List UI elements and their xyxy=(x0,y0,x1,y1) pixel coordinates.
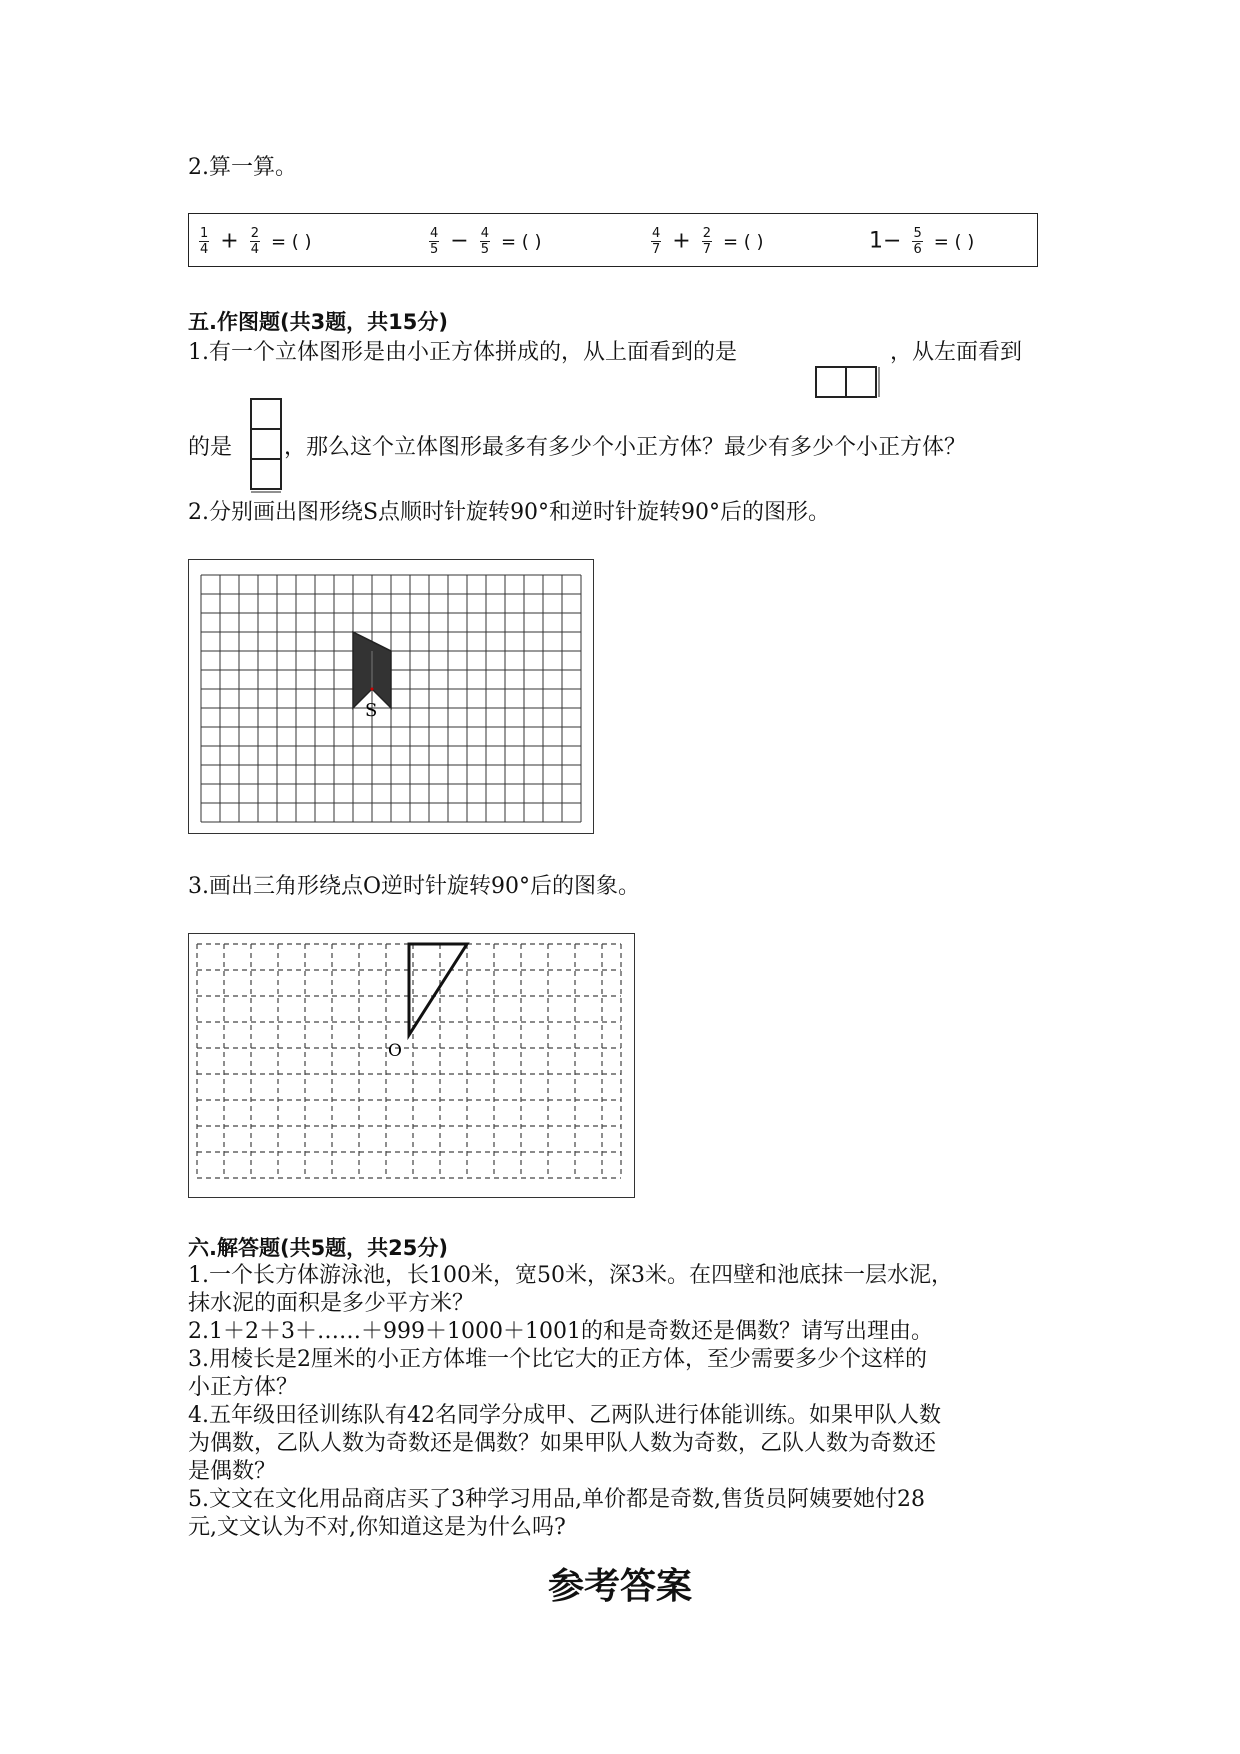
equals-blank[interactable]: = ( ) xyxy=(271,231,312,253)
calc-item-1 xyxy=(195,226,312,257)
rotation-grid xyxy=(189,560,592,832)
point-s-marker xyxy=(371,688,374,691)
triangle-grid xyxy=(189,934,633,1196)
s6-line: 1.一个长方体游泳池，长100米，宽50米，深3米。在四壁和池底抹一层水泥， xyxy=(188,1263,953,1288)
fraction: $\frac{1}{4}$ xyxy=(200,226,209,257)
fraction: $\frac{2}{7}$ xyxy=(702,226,711,257)
s6-line: 为偶数，乙队人数为奇数还是偶数？如果甲队人数为奇数，乙队人数为奇数还 xyxy=(188,1431,937,1456)
s6-line: 2.1＋2＋3＋……＋999＋1000＋1001的和是奇数还是偶数？请写出理由。 xyxy=(188,1319,933,1344)
left-view-figure xyxy=(250,398,286,494)
operator: − xyxy=(450,228,469,254)
operator: + xyxy=(220,228,239,254)
fraction: $\frac{2}{4}$ xyxy=(250,226,259,257)
calc-item-2 xyxy=(425,226,542,257)
s5-q3: 3.画出三角形绕点O逆时针旋转90°后的图象。 xyxy=(188,874,641,899)
triangle-grid-frame xyxy=(188,933,635,1198)
s6-line: 5.文文在文化用品商店买了3种学习用品,单价都是奇数,售货员阿姨要她付28 xyxy=(188,1487,925,1512)
s5-q1-line2b: ，那么这个立体图形最多有多少个小正方体？最少有多少个小正方体？ xyxy=(284,435,967,460)
section5-title: 五.作图题(共3题，共15分) xyxy=(188,310,449,334)
fraction: $\frac{4}{7}$ xyxy=(652,226,661,257)
equals-blank[interactable]: = ( ) xyxy=(933,231,975,253)
s6-line: 元,文文认为不对,你知道这是为什么吗? xyxy=(188,1515,566,1540)
section6-title: 六.解答题(共5题，共25分) xyxy=(188,1236,449,1260)
s5-q2: 2.分别画出图形绕S点顺时针旋转90°和逆时针旋转90°后的图形。 xyxy=(188,500,831,525)
equals-blank[interactable]: = ( ) xyxy=(723,231,764,253)
s6-line: 是偶数？ xyxy=(188,1459,277,1484)
calc-item-4 xyxy=(869,226,974,257)
calc-heading: 2.算一算。 xyxy=(188,155,297,180)
top-view-figure xyxy=(815,366,881,398)
s5-q1-mid: ，从左面看到 xyxy=(890,340,1023,365)
s5-q1-line1: 1.有一个立体图形是由小正方体拼成的，从上面看到的是 xyxy=(188,340,737,365)
rotation-grid-frame xyxy=(188,559,594,834)
s5-q1-line2a: 的是 xyxy=(188,435,233,460)
s6-line: 小正方体？ xyxy=(188,1375,299,1400)
equals-blank[interactable]: = ( ) xyxy=(501,231,542,253)
operand: 1− xyxy=(869,228,902,254)
fraction: $\frac{4}{5}$ xyxy=(480,226,489,257)
point-s-label: S xyxy=(365,700,378,721)
s6-line: 4.五年级田径训练队有42名同学分成甲、乙两队进行体能训练。如果甲队人数 xyxy=(188,1403,941,1428)
calc-item-3 xyxy=(647,226,764,257)
fraction: $\frac{5}{6}$ xyxy=(913,226,922,257)
point-o-label: O xyxy=(388,1041,402,1061)
triangle-shape xyxy=(409,944,467,1035)
s6-line: 抹水泥的面积是多少平方米？ xyxy=(188,1291,475,1316)
fraction: $\frac{4}{5}$ xyxy=(430,226,439,257)
s6-line: 3.用棱长是2厘米的小正方体堆一个比它大的正方体，至少需要多少个这样的 xyxy=(188,1347,927,1372)
answers-title: 参考答案 xyxy=(547,1565,692,1607)
section6-questions xyxy=(188,1262,953,1542)
calc-box xyxy=(188,213,1038,267)
operator: + xyxy=(672,228,691,254)
